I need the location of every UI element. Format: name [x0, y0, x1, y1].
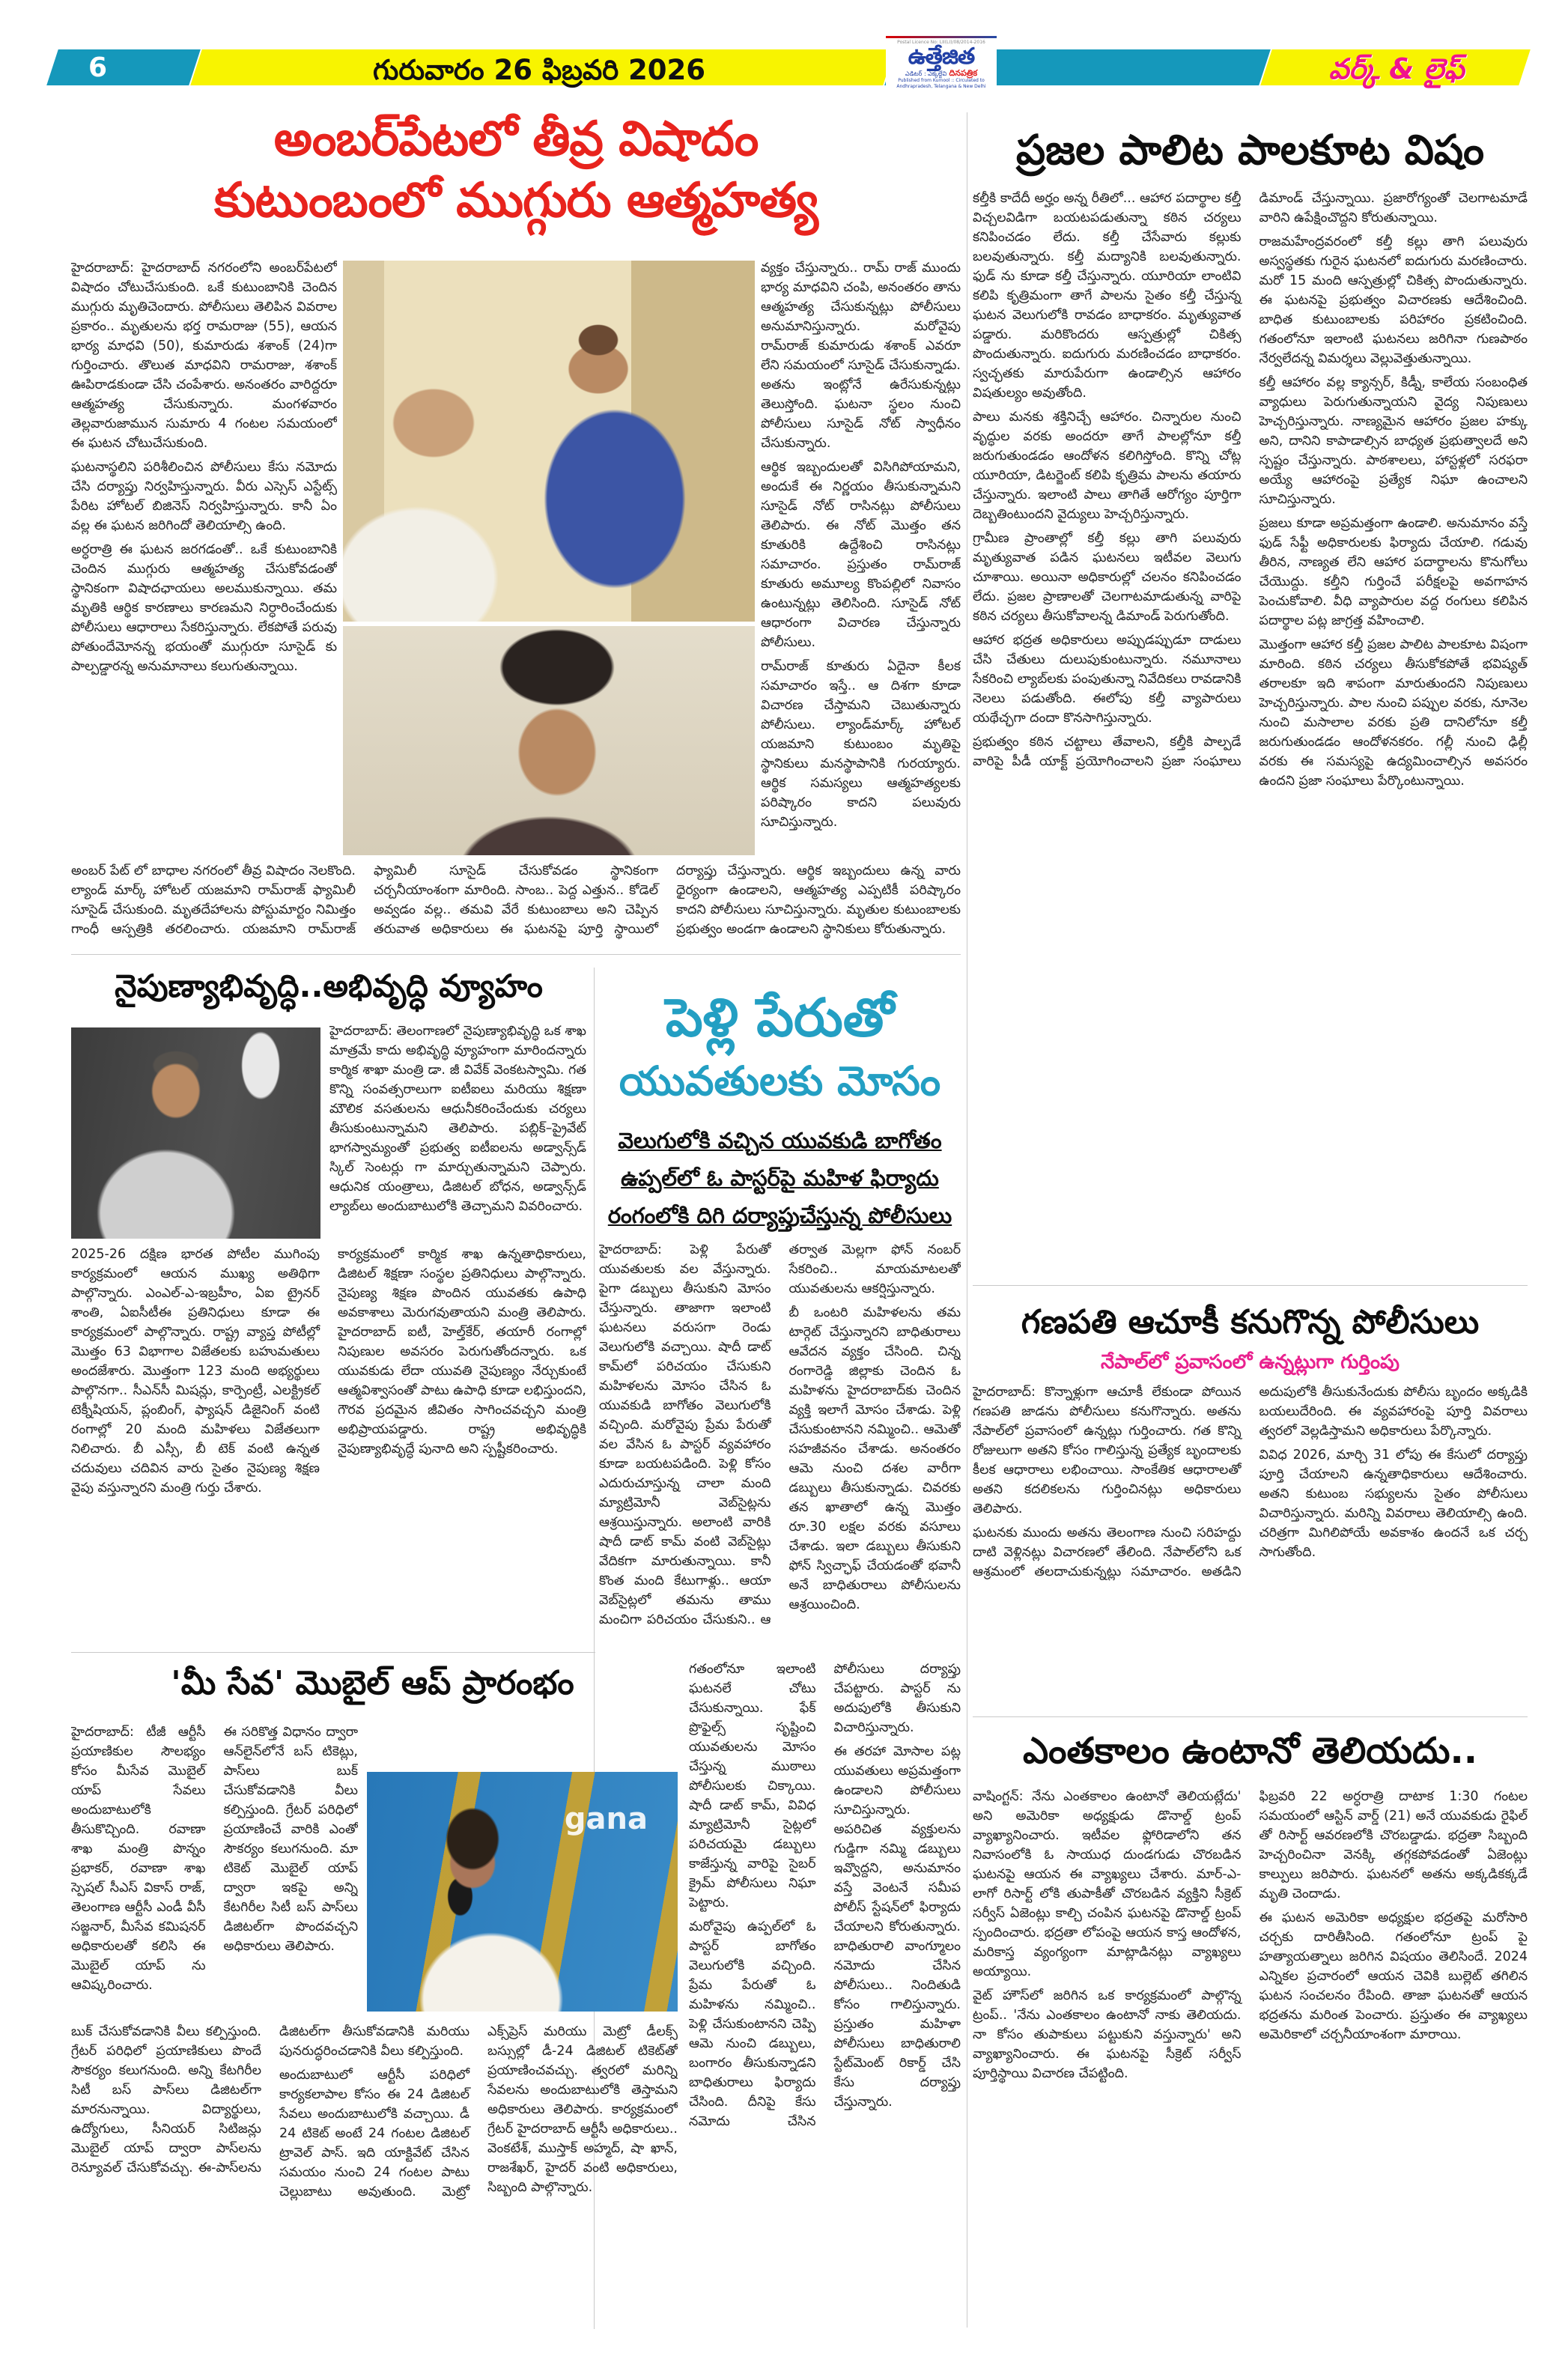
right-rule-1: [973, 1285, 1528, 1286]
body-paragraph: బుక్ చేసుకోవడానికి వీలు కల్పిస్తుంది. గ్రేటర్ పరిధిలో ప్రయాణికులు పొందే సౌకర్యం కలుగనుంది. అన్ని కేటగిరీల సిటీ బస్ పాస్‌లు డిజిటల్‌గా మారనున్నాయి. విద్యార్థులు, ఉద్యోగులు, సీనియర్ సిటిజన్లు మొబైల్ యాప్ ద్వారా పాస్‌లను రెన్యూవల్ చేసుకోవచ్చు. ఈ-పాస్‌లను డిజిటల్‌గా తీసుకోవడానికి మరియు పునరుద్ధరించడానికి వీలు కల్పిస్తుంది.: [71, 2024, 470, 2176]
skill-photo-minister: [71, 1027, 320, 1239]
right-rule-2: [973, 1716, 1528, 1717]
adulteration-headline: ప్రజల పాలిట పాలకూట విషం: [1015, 126, 1485, 174]
tragedy-body-col1: [71, 258, 337, 854]
tragedy-body-col2: [761, 258, 961, 854]
body-paragraph: గతంలోనూ ఇలాంటి ఘటనలే చోటు చేసుకున్నాయి. ఫేక్ ప్రొఫైల్స్ సృష్టించి యువతులను మోసం చేస్తున్న ముఠాలు పోలీసులకు చిక్కాయి. షాదీ డాట్ కామ్, వివిధ మ్యాట్రిమోనీ సైట్లలో పరిచయమై డబ్బులు కాజేస్తున్న వారిపై సైబర్ క్రైమ్ పోలీసులు నిఘా పెట్టారు.: [689, 1662, 816, 1910]
ganapati-subhead: నేపాల్‌లో ప్రవాసంలో ఉన్నట్లుగా గుర్తింపు: [1101, 1351, 1400, 1373]
adulteration-body: [973, 189, 1528, 1273]
skill-headline: నైపుణ్యాభివృద్ధి..అభివృద్ధి వ్యూహం: [115, 968, 543, 1004]
body-paragraph: ఘటనాస్థలిని పరిశీలించిన పోలీసులు కేసు నమోదు చేసి దర్యాప్తు నిర్వహిస్తున్నారు. వీరు ఎస్సెస్ ఎస్టేట్స్ పేరిట హోటల్ బిజినెస్ నిర్వహిస్తున్నారు. కానీ ఏం వల్ల ఈ ఘటన జరిగిందో తెలియాల్సి ఉంది.: [71, 460, 337, 533]
body-paragraph: ఈ తరహా మోసాల పట్ల యువతులు అప్రమత్తంగా ఉండాలని పోలీసులు సూచిస్తున్నారు. అపరిచిత వ్యక్తులను గుడ్డిగా నమ్మి డబ్బులు ఇవ్వొద్దని, అనుమానం వస్తే వెంటనే సమీప పోలీస్ స్టేషన్‌లో ఫిర్యాదు చేయాలని కోరుతున్నారు. బాధితురాలి వాంగ్మూలం నమోదు చేసిన పోలీసులు.. నిందితుడి కోసం గాలిస్తున్నారు. ప్రస్తుతం మహిళా పోలీసులు బాధితురాలి స్టేట్‌మెంట్ రికార్డ్ చేసి కేసు దర్యాప్తు చేస్తున్నారు.: [833, 1744, 961, 2110]
masthead-logo[interactable]: [886, 36, 997, 91]
body-paragraph: ఆర్థిక ఇబ్బందులతో విసిగిపోయామని, అందుకే ఈ నిర్ణయం తీసుకున్నామని సూసైడ్ నోట్ రాసినట్లు పోలీసులు తెలిపారు. ఈ నోట్ మొత్తం తన కూతురికి ఉద్దేశించి రాసినట్లు సమాచారం. ప్రస్తుతం రామ్‌రాజ్ కూతురు అమూల్య కొంపల్లిలో నివాసం ఉంటున్నట్లు తెలిసింది. సూసైడ్ నోట్ ఆధారంగా విచారణ చేస్తున్నారు పోలీసులు.: [761, 460, 961, 650]
tragedy-headline-line1: అంబర్‌పేటలో తీవ్ర విషాదం: [273, 112, 759, 167]
meeseva-headline: 'మీ సేవ' మొబైల్ ఆప్ ప్రారంభం: [171, 1664, 574, 1702]
masthead-postal-line: Postal Licence No: LII(LI)/08/2014-2016: [897, 40, 985, 45]
body-paragraph: ప్రభుత్వం కఠిన చట్టాలు తేవాలని, కల్తీకి పాల్పడే వారిపై పీడీ యాక్ట్ ప్రయోగించాలని ప్రజా సంఘాలు డిమాండ్ చేస్తున్నాయి. ప్రజారోగ్యంతో చెలగాటమాడే వారిని ఉపేక్షించొద్దని కోరుతున్నాయి.: [973, 191, 1528, 769]
section-rule-2: [71, 1652, 595, 1653]
body-paragraph: బీ ఒంటరి మహిళలను తమ టార్గెట్ చేస్తున్నారని బాధితురాలు ఆవేదన వ్యక్తం చేసింది. చిన్న రంగారెడ్డి జిల్లాకు చెందిన ఓ మహిళను హైదరాబాద్‌కు చెందిన వ్యక్తి ఇలాగే మోసం చేశాడు. పెళ్లి చేసుకుంటానని నమ్మించి.. ఆమెతో సహజీవనం చేశాడు. అనంతరం ఆమె నుంచి దశల వారీగా డబ్బులు తీసుకున్నాడు. చివరకు తన ఖాతాలో ఉన్న మొత్తం రూ.30 లక్షల వరకు వసూలు చేశాడు. ఇలా డబ్బులు తీసుకుని ఫోన్ స్విచ్ఛాఫ్ చేయడంతో భవానీ అనే బాధితురాలు పోలీసులను ఆశ్రయించింది.: [788, 1305, 961, 1612]
body-paragraph: అందుబాటులో ఆర్టీసీ పరిధిలో కార్యకలాపాల కోసం ఈ 24 డిజిటల్ సేవలు అందుబాటులోకి వచ్చాయి. డీ 24 టికెట్ అంటే 24 గంటల డిజిటల్ ట్రావెల్ పాస్. ఇది యాక్టివేట్ చేసిన సమయం నుంచి 24 గంటల పాటు చెల్లుబాటు అవుతుంది. మెట్రో ఎక్స్‌ప్రెస్ మరియు మెట్రో డీలక్స్ బస్సుల్లో డీ-24 డిజిటల్ టికెట్‌తో ప్రయాణించవచ్చు. త్వరలో మరిన్ని సేవలను అందుబాటులోకి తెస్తామని అధికారులు తెలిపారు. కార్యక్రమంలో గ్రేటర్ హైదరాబాద్ ఆర్టీసీ అధికారులు.. వెంకటేశ్, ముస్తాక్ అహ్మద్, షా ఖాన్, రాజశేఖర్, హైదర్ వంటి అధికారులు, సిబ్బంది పాల్గొన్నారు.: [279, 2024, 678, 2199]
body-paragraph: గ్రామీణ ప్రాంతాల్లో కల్తీ కల్లు తాగి పలువురు మృత్యువాత పడిన ఘటనలు ఇటీవల వెలుగు చూశాయి. అయినా అధికారుల్లో చలనం కనిపించడం లేదు. ప్రజల ప్రాణాలతో చెలగాటమాడుతున్న వారిపై కఠిన చర్యలు తీసుకోవాలన్న డిమాండ్ పెరుగుతోంది.: [973, 531, 1242, 624]
marriage-body-bottom: [689, 1660, 961, 2326]
body-paragraph: 2025-26 దక్షిణ భారత పోటీల ముగింపు కార్యక్రమంలో ఆయన ముఖ్య అతిథిగా పాల్గొన్నారు. ఎంఎల్-ఎ-ఇబ్రహీం, ఏఐ ట్రైనర్ శాంతి, ఏఐసీటీఈ ప్రతినిధులు కూడా ఈ కార్యక్రమంలో పాల్గొన్నారు. రాష్ట్ర వ్యాప్త పోటీల్లో మొత్తం 63 విభాగాల విజేతలకు బహుమతులు అందజేశారు. మొత్తంగా 123 మంది అభ్యర్థులు పాల్గొనగా.. సీఎన్‌సీ మిషన్లు, కార్పెంట్రీ, ఎలక్ట్రికల్ టెక్నీషియన్, ప్లంబింగ్, ఫ్యాషన్ డిజైనింగ్ వంటి రంగాల్లో 20 మంది మహిళలు విజేతలుగా నిలిచారు. బీ ఎస్సీ, బీ టెక్ వంటి ఉన్నత చదువులు చదివిన వారు సైతం నైపుణ్య శిక్షణ వైపు వస్తున్నారని మంత్రి గుర్తు చేశారు.: [71, 1247, 320, 1496]
marriage-headline-line1: పెళ్లి పేరుతో: [665, 987, 895, 1048]
trump-body: [973, 1787, 1528, 2326]
marriage-subhead-1: వెలుగులోకి వచ్చిన యువకుడి బాగోతం: [618, 1128, 942, 1153]
header-pagenum-band: [46, 49, 201, 85]
body-paragraph: ఘటనకు ముందు అతను తెలంగాణ నుంచి సరిహద్దు దాటి వెళ్లినట్లు విచారణలో తేలింది. నేపాల్‌లోని ఒక ఆశ్రమంలో తలదాచుకున్నట్లు సమాచారం. అతడిని అదుపులోకి తీసుకునేందుకు పోలీసు బృందం అక్కడికి బయలుదేరింది. ఈ వ్యవహారంపై పూర్తి వివరాలు త్వరలో వెల్లడిస్తామని అధికారులు పేర్కొన్నారు.: [973, 1385, 1528, 1579]
body-paragraph: ప్రజలు కూడా అప్రమత్తంగా ఉండాలి. అనుమానం వస్తే ఫుడ్ సేఫ్టీ అధికారులకు ఫిర్యాదు చేయాలి. గడువు తీరిన, నాణ్యత లేని ఆహార పదార్థాలను కొనుగోలు చేయొద్దు. కల్తీని గుర్తించే పరీక్షలపై అవగాహన పెంచుకోవాలి. వీధి వ్యాపారుల వద్ద రంగులు కలిపిన పదార్థాల పట్ల జాగ్రత్త వహించాలి.: [1259, 516, 1528, 628]
body-paragraph: కల్తీకి కాదేదీ అర్హం అన్న రీతిలో... ఆహార పదార్థాల కల్తీ విచ్చలవిడిగా బయటపడుతున్నా కఠిన చర్యలు కనిపించడం లేదు. కల్తీ చేసేవారు కల్లుకు బలవుతున్నారు. కల్తీ మద్యానికి బలవుతున్నారు. ఫుడ్ ను కూడా కల్తీ చేస్తున్నారు. యూరియా లాంటివి కలిపి కృత్రిమంగా తాగే పాలను సైతం కల్తీ చేస్తున్న ఘటన వెలుగులోకి రావడం బాధాకరం. మృత్యువాత పడ్డారు. మరికొందరు ఆస్పత్రుల్లో చికిత్స పొందుతున్నారు. ఐదుగురు మరణించడం బాధాకరం. స్వచ్ఛతకు మారుపేరుగా ఉండాల్సిన ఆహారం విషతుల్యం అవుతోంది.: [973, 191, 1242, 401]
masthead-publish-line: Published from Kurnool :: Circulated to Andhrapradesh, Telangana & New Delhi: [896, 78, 986, 89]
section-title: వర్క్ & లైఫ్: [1328, 52, 1465, 85]
marriage-subhead-2: ఉప్పల్‌లో ఓ పాస్టర్‌పై మహిళ ఫిర్యాదు: [621, 1165, 939, 1191]
marriage-body-top: [599, 1240, 961, 1640]
body-paragraph: హైదరాబాద్: పెళ్లి పేరుతో యువతులకు వల వేస్తున్నారు. పైగా డబ్బులు తీసుకుని మోసం చేస్తున్నారు. తాజాగా ఇలాంటి ఘటనలు వరుసగా రెండు వెలుగులోకి వచ్చాయి. షాదీ డాట్ కామ్‌లో పరిచయం చేసుకుని మహిళలను మోసం చేసిన ఓ యువకుడి బాగోతం వెలుగులోకి వచ్చింది. మరోవైపు ప్రేమ పేరుతో వల వేసిన ఓ పాస్టర్ వ్యవహారం కూడా బయటపడింది. పెళ్లి కోసం ఎదురుచూస్తున్న చాలా మంది మ్యాట్రిమోనీ వెబ్‌సైట్లను ఆశ్రయిస్తున్నారు. అలాంటి వారికి షాదీ డాట్ కామ్ వంటి వెబ్‌సైట్లు వేదికగా మారుతున్నాయి. కానీ కొంత మంది కేటుగాళ్లు.. ఆయా వెబ్‌సైట్లలో తమను తాము మంచిగా పరిచయం చేసుకుని.. ఆ తర్వాత మెల్లగా ఫోన్ నంబర్ సేకరించి.. మాయమాటలతో యువతులను ఆకర్షిస్తున్నారు.: [599, 1242, 961, 1627]
body-paragraph: రామ్‌రాజ్ కూతురు ఏదైనా కీలక సమాచారం ఇస్తే.. ఆ దిశగా కూడా విచారణ చేస్తామని చెబుతున్నారు పోలీసులు. ల్యాండ్‌మార్క్ హోటల్ యజమాని కుటుంబం మృతిపై స్థానికులు మనస్థాపానికి గురయ్యారు. ఆర్థిక సమస్యలు ఆత్మహత్యలకు పరిష్కారం కాదని పలువురు సూచిస్తున్నారు.: [761, 659, 961, 830]
meeseva-body-bottom: [71, 2022, 678, 2326]
body-paragraph: ఫిబ్రవరి 22 అర్ధరాత్రి దాటాక 1:30 గంటల సమయంలో ఆస్టిన్ వార్డ్ (21) అనే యువకుడు రైఫిల్ తో రిసార్ట్ ఆవరణలోకి చొరబడ్డాడు. భద్రతా సిబ్బంది హెచ్చరించినా వెనక్కి తగ్గకపోవడంతో ఏజెంట్లు కాల్పులు జరిపారు. ఘటనలో అతను అక్కడికక్కడే మృతి చెందాడు.: [1259, 1789, 1528, 1901]
body-paragraph: రాజమహేంద్రవరంలో కల్తీ కల్లు తాగి పలువురు అస్వస్థతకు గురైన ఘటనలో ఐదుగురు మరణించారు. మరో 15 మంది ఆస్పత్రుల్లో చికిత్స పొందుతున్నారు. ఈ ఘటనపై ప్రభుత్వం విచారణకు ఆదేశించింది. బాధిత కుటుంబాలకు పరిహారం ప్రకటించింది. గతంలోనూ ఇలాంటి ఘటనలు జరిగినా గుణపాఠం నేర్వలేదన్న విమర్శలు వెల్లువెత్తుతున్నాయి.: [1259, 234, 1528, 366]
page-number: 6: [88, 52, 108, 83]
body-paragraph: ఈ సరికొత్త విధానం ద్వారా ఆన్‌లైన్‌లోనే బస్ టికెట్లు, పాస్‌లు బుక్ చేసుకోవడానికి వీలు కల్పిస్తుంది. గ్రేటర్ పరిధిలో ప్రయాణించే వారికి ఎంతో సౌకర్యం కలుగనుంది. మా టికెట్ మొబైల్ యాప్ ద్వారా ఇకపై అన్ని కేటగిరీల సిటీ బస్ పాస్‌లు డిజిటల్‌గా పొందవచ్చని అధికారులు తెలిపారు.: [223, 1725, 358, 1954]
body-paragraph: వివిధ 2026, మార్చి 31 లోపు ఈ కేసులో దర్యాప్తు పూర్తి చేయాలని ఉన్నతాధికారులు ఆదేశించారు. అతని కుటుంబ సభ్యులను సైతం పోలీసులు విచారిస్తున్నారు. మరిన్ని వివరాలు తెలియాల్సి ఉంది. చరిత్రగా మిగిలిపోయే అవకాశం ఉందనే ఒక చర్చ సాగుతోంది.: [1259, 1448, 1528, 1560]
body-paragraph: మరోవైపు ఉప్పల్‌లో ఓ పాస్టర్ బాగోతం వెలుగులోకి వచ్చింది. ప్రేమ పేరుతో ఓ మహిళను నమ్మించి.. పెళ్లి చేసుకుంటానని చెప్పి ఆమె నుంచి డబ్బులు, బంగారం తీసుకున్నాడని బాధితురాలు ఫిర్యాదు చేసింది. దీనిపై కేసు నమోదు చేసిన పోలీసులు దర్యాప్తు చేపట్టారు. పాస్టర్ ను అదుపులోకి తీసుకుని విచారిస్తున్నారు.: [689, 1662, 961, 2129]
body-paragraph: కార్యక్రమంలో కార్మిక శాఖ ఉన్నతాధికారులు, డిజిటల్ శిక్షణా సంస్థల ప్రతినిధులు పాల్గొన్నారు. నైపుణ్య శిక్షణ పొందిన యువతకు ఉపాధి అవకాశాలు మెరుగవుతాయని మంత్రి తెలిపారు. హైదరాబాద్ ఐటీ, హెల్త్‌కేర్, తయారీ రంగాల్లో నిపుణుల అవసరం పెరుగుతోందన్నారు. ఒక యువకుడు లేదా యువతి నైపుణ్యం నేర్చుకుంటే ఆత్మవిశ్వాసంతో పాటు ఉపాధి కూడా లభిస్తుందని, గౌరవ ప్రదమైన జీవితం సాగించవచ్చని మంత్రి అభిప్రాయపడ్డారు. రాష్ట్ర అభివృద్ధికి నైపుణ్యాభివృద్ధే పునాది అని స్పష్టీకరించారు.: [338, 1247, 586, 1457]
masthead-subtitle: దినపత్రిక: [949, 68, 978, 78]
body-paragraph: హైదరాబాద్: టీజీ ఆర్టీసీ ప్రయాణికుల సౌలభ్యం కోసం మీసేవ మొబైల్ యాప్ సేవలు అందుబాటులోకి తీసుకొచ్చింది. రవాణా శాఖ మంత్రి పొన్నం ప్రభాకర్, రవాణా శాఖ స్పెషల్ సీఎస్ వికాస్ రాజ్, తెలంగాణ ఆర్టీసీ ఎండీ వీసీ సజ్జనార్, మీసేవ కమిషనర్ అధికారులతో కలిసి ఈ మొబైల్ యాప్ ను ఆవిష్కరించారు.: [71, 1725, 206, 1993]
body-paragraph: ఈ ఘటన అమెరికా అధ్యక్షుల భద్రతపై మరోసారి చర్చకు దారితీసింది. గతంలోనూ ట్రంప్ పై హత్యాయత్నాలు జరిగిన విషయం తెలిసిందే. 2024 ఎన్నికల ప్రచారంలో ఆయన చెవికి బుల్లెట్ తగిలిన ఘటన సంచలనం రేపింది. తాజా ఘటనతో ఆయన భద్రతను మరింత పెంచారు. ప్రస్తుతం ఈ వ్యాఖ్యలు అమెరికాలో చర్చనీయాంశంగా మారాయి.: [1259, 1910, 1528, 2042]
meeseva-body-top: [71, 1722, 358, 2013]
marriage-subhead-3: రంగంలోకి దిగి దర్యాప్తుచేస్తున్న పోలీసులు: [607, 1203, 952, 1228]
photo-bg-text: gana: [564, 1802, 648, 1836]
edition-date: గురువారం 26 ఫిబ్రవరి 2026: [372, 54, 705, 86]
body-paragraph: అంబర్ పేట్ లో బాధాల నగరంలో తీవ్ర విషాదం నెలకొంది. ల్యాండ్ మార్క్ హోటల్ యజమాని రామ్‌రాజ్ ఫ్యామిలీ సూసైడ్ చేసుకుంది. మృతదేహాలను పోస్టుమార్టం నిమిత్తం గాంధీ ఆస్పత్రికి తరలించారు. యజమాని రామ్‌రాజ్ ఫ్యామిలీ సూసైడ్ చేసుకోవడం స్థానికంగా చర్చనీయాంశంగా మారింది. సాంబ.. పెద్ద ఎత్తున.. కోడెల్ అవ్వడం వల్ల.. తమవి వేరే కుటుంబాలు అని చెప్పిన తరువాత అధికారులు ఈ ఘటనపై పూర్తి స్థాయిలో దర్యాప్తు చేస్తున్నారు. ఆర్థిక ఇబ్బందులు ఉన్న వారు ధైర్యంగా ఉండాలని, ఆత్మహత్య ఎప్పటికీ పరిష్కారం కాదని పోలీసులు సూచిస్తున్నారు. మృతుల కుటుంబాలకు ప్రభుత్వం అండగా ఉండాలని స్థానికులు కోరుతున్నారు.: [71, 863, 961, 937]
skill-body-side: [329, 1021, 586, 1239]
body-paragraph: వ్యక్తం చేస్తున్నారు.. రామ్ రాజ్ ముందు భార్య మాధవిని చంపి, అనంతరం తాను ఆత్మహత్య చేసుకున్నట్లు పోలీసులు అనుమానిస్తున్నారు. మరోవైపు రామ్‌రాజ్ కుమారుడు శశాంక్ ఎవరూ లేని సమయంలో సూసైడ్ చేసుకున్నాడు. అతను ఇంట్లోనే ఉరేసుకున్నట్లు తెలుస్తోంది. ఘటనా స్థలం నుంచి పోలీసులు సూసైడ్ నోట్ స్వాధీనం చేసుకున్నారు.: [761, 261, 961, 451]
trump-headline: ఎంతకాలం ఉంటానో తెలియదు..: [1023, 1730, 1477, 1772]
body-paragraph: పాలు మనకు శక్తినిచ్చే ఆహారం. చిన్నారుల నుంచి వృద్ధుల వరకు అందరూ తాగే పాలల్లోనూ కల్తీ జరుగుతుండడం ఆందోళన కలిగిస్తోంది. కొన్ని చోట్ల యూరియా, డిటర్జెంట్ కలిపి కృత్రిమ పాలను తయారు చేస్తున్నారు. ఇలాంటి పాలు తాగితే ఆరోగ్యం పూర్తిగా దెబ్బతింటుందని వైద్యులు హెచ్చరిస్తున్నారు.: [973, 410, 1242, 522]
body-paragraph: హైదరాబాద్: తెలంగాణలో నైపుణ్యాభివృద్ధి ఒక శాఖ మాత్రమే కాదు అభివృద్ధి వ్యూహంగా మారిందన్నారు కార్మిక శాఖా మంత్రి డా. జీ వివేక్ వెంకటస్వామి. గత కొన్ని సంవత్సరాలుగా ఐటీఐలు మరియు శిక్షణా మౌలిక వసతులను ఆధునీకరించేందుకు చర్యలు తీసుకుంటున్నామని తెలిపారు. పబ్లిక్–ప్రైవేట్ భాగస్వామ్యంతో ప్రభుత్వ ఐటీఐలను అడ్వాన్స్‌డ్ స్కిల్ సెంటర్లు గా మార్చుతున్నామని చెప్పారు. ఆధునిక యంత్రాలు, డిజిటల్ బోధన, అడ్వాన్స్‌డ్ ల్యాబ్‌లు అందుబాటులోకి తెచ్చామని వివరించారు.: [329, 1024, 586, 1214]
marriage-headline-line2: యువతులకు మోసం: [619, 1057, 941, 1105]
tragedy-headline-line2: కుటుంబంలో ముగ్గురు ఆత్మహత్య: [214, 173, 818, 228]
tragedy-photo-son: [343, 626, 755, 855]
ganapati-headline: గణపతి ఆచూకీ కనుగొన్న పోలీసులు: [1021, 1303, 1480, 1341]
masthead-editor: ఎడిటర్ : ఎక్కల్దేవి: [905, 70, 947, 77]
body-paragraph: అర్ధరాత్రి ఈ ఘటన జరగడంతో.. ఒకే కుటుంబానికి చెందిన ముగ్గురు ఆత్మహత్య చేసుకోవడంతో స్థానికంగా విషాదఛాయలు అలముకున్నాయి. తమ మృతికి ఆర్థిక కారణాలు కారణమని నిర్ధారించేందుకు పోలీసులు ఆధారాలు సేకరిస్తున్నారు. లేకపోతే పరువు పోతుందేమోనన్న భయంతో ముగ్గురూ సూసైడ్ కు పాల్పడ్డారన్న అనుమానాలు కలుగుతున్నాయి.: [71, 542, 337, 674]
body-paragraph: వైట్ హౌస్‌లో జరిగిన ఒక కార్యక్రమంలో పాల్గొన్న ట్రంప్.. 'నేను ఎంతకాలం ఉంటానో నాకు తెలియదు. నా కోసం తుపాకులు పట్టుకుని వస్తున్నారు' అని వ్యాఖ్యానించారు. ఈ ఘటనపై సీక్రెట్ సర్వీస్ పూర్తిస్థాయి విచారణ చేపట్టింది.: [973, 1988, 1242, 2081]
section-rule-1: [71, 954, 961, 955]
body-paragraph: హైదరాబాద్: హైదరాబాద్ నగరంలోని అంబర్‌పేటలో విషాదం చోటుచేసుకుంది. ఒకే కుటుంబానికి చెందిన ముగ్గురు మృతిచెందారు. పోలీసులు తెలిపిన వివరాల ప్రకారం.. మృతులను భర్త రామరాజు (55), ఆయన భార్య మాధవి (50), కుమారుడు శశాంక్ (24)గా గుర్తించారు. తొలుత మాధవిని రామరాజు, శశాంక్ ఊపిరాడకుండా చేసి చంపేశారు. అనంతరం వారిద్దరూ ఆత్మహత్య చేసుకున్నారు. మంగళవారం తెల్లవారుజామున సుమారు 4 గంటల సమయంలో ఈ ఘటన చోటుచేసుకుంది.: [71, 261, 337, 451]
ganapati-body: [973, 1382, 1528, 1709]
body-paragraph: వాషింగ్టన్: నేను ఎంతకాలం ఉంటానో తెలియట్లేదు' అని అమెరికా అధ్యక్షుడు డొనాల్డ్ ట్రంప్ వ్యాఖ్యానించారు. ఇటీవల ఫ్లోరిడాలోని తన నివాసంలోకి ఓ సాయుధ దుండగుడు చొరబడిన ఘటనపై ఆయన ఈ వ్యాఖ్యలు చేశారు. మార్-ఎ-లాగో రిసార్ట్ లోకి తుపాకీతో చొరబడిన వ్యక్తిని సీక్రెట్ సర్వీస్ ఏజెంట్లు కాల్చి చంపిన ఘటనపై డొనాల్డ్ ట్రంప్ స్పందించారు. భద్రతా లోపంపై ఆయన కాస్త ఆందోళన, మరికాస్త వ్యంగ్యంగా మాట్లాడినట్లు వ్యాఖ్యలు అయ్యాయి.: [973, 1789, 1242, 1979]
body-paragraph: హైదరాబాద్: కొన్నాళ్లుగా ఆచూకీ లేకుండా పోయిన గణపతి జాడను పోలీసులు కనుగొన్నారు. అతను నేపాల్‌లో ప్రవాసంలో ఉన్నట్లు గుర్తించారు. గత కొన్ని రోజులుగా అతని కోసం గాలిస్తున్న ప్రత్యేక బృందాలకు కీలక ఆధారాలు లభించాయి. సాంకేతిక ఆధారాలతో అతని కదలికలను గుర్తించినట్లు అధికారులు తెలిపారు.: [973, 1385, 1242, 1517]
skill-body-main: [71, 1245, 586, 1640]
tragedy-photo-couple: [343, 261, 755, 622]
masthead-title: ఉత్తేజిత: [908, 43, 975, 70]
tragedy-body-bottom: [71, 861, 961, 945]
body-paragraph: మొత్తంగా ఆహార కల్తీ ప్రజల పాలిట పాలకూట విషంగా మారింది. కఠిన చర్యలు తీసుకోకపోతే భవిష్యత్ తరాలకూ ఇది శాపంగా మారుతుందని నిపుణులు హెచ్చరిస్తున్నారు. పాల నుంచి పప్పుల వరకు, నూనెల నుంచి మసాలాల వరకు ప్రతి దానిలోనూ కల్తీ జరుగుతుండడం ఆందోళనకరం. గల్లీ నుంచి ఢిల్లీ వరకు ఈ సమస్యపై ఉద్యమించాల్సిన అవసరం ఉందని ప్రజా సంఘాలు పేర్కొంటున్నాయి.: [1259, 637, 1528, 789]
body-paragraph: ఆహార భద్రత అధికారులు అప్పుడప్పుడూ దాడులు చేసి చేతులు దులుపుకుంటున్నారు. నమూనాలు సేకరించి ల్యాబ్‌లకు పంపుతున్నా నివేదికలు రావడానికి నెలలు పడుతోంది. ఈలోపు కల్తీ వ్యాపారులు యథేచ్ఛగా దందా కొనసాగిస్తున్నారు.: [973, 633, 1242, 726]
body-paragraph: కల్తీ ఆహారం వల్ల క్యాన్సర్, కిడ్నీ, కాలేయ సంబంధిత వ్యాధులు పెరుగుతున్నాయని వైద్య నిపుణులు హెచ్చరిస్తున్నారు. నాణ్యమైన ఆహారం ప్రజల హక్కు అని, దానిని కాపాడాల్సిన బాధ్యత ప్రభుత్వాలదే అని స్పష్టం చేస్తున్నారు. పాఠశాలలు, హాస్టళ్లలో సరఫరా అయ్యే ఆహారంపై ప్రత్యేక నిఘా ఉంచాలని సూచిస్తున్నారు.: [1259, 375, 1528, 507]
meeseva-photo-launch: [367, 1772, 678, 2012]
